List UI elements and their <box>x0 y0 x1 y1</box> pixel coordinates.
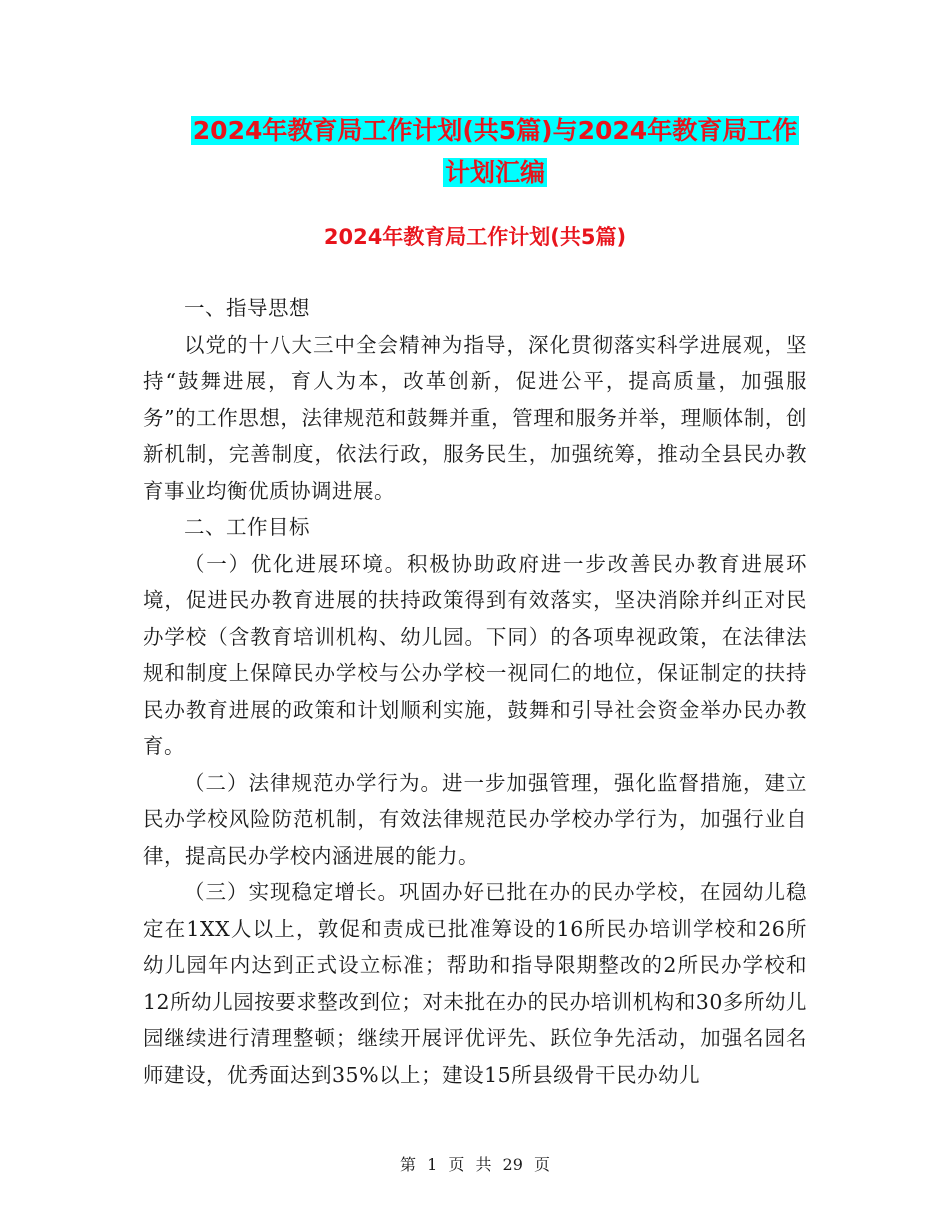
heading-guiding-ideology: 一、指导思想 <box>184 296 310 320</box>
paragraph: （一）优化进展环境。积极协助政府进一步改善民办教育进展环境，促进民办教育进展的扶持政策得到有效落实，坚决消除并纠正对民办学校（含教育培训机构、幼儿园。下同）的各项卑视政策，在法律法规和制度上保障民办学校与公办学校一视同仁的地位，保证制定的扶持民办教育进展的政策和计划顺利实施，鼓舞和引导社会资金举办民办教育。 <box>143 551 807 758</box>
document-title <box>140 110 850 194</box>
paragraph: 以党的十八大三中全会精神为指导，深化贯彻落实科学进展观，坚持“鼓舞进展，育人为本，改革创新，促进公平，提高质量，加强服务”的工作思想，法律规范和鼓舞并重，管理和服务并举，理顺体制，创新机制，完善制度，依法行政，服务民生，加强统筹，推动全县民办教育事业均衡优质协调进展。 <box>143 332 807 503</box>
paragraph: （三）实现稳定增长。巩固办好已批在办的民办学校，在园幼儿稳定在1XX人以上，敦促和责成已批准筹设的16所民办培训学校和26所幼儿园年内达到正式设立标准；帮助和指导限期整改的2所民办学校和12所幼儿园按要求整改到位；对未批在办的民办培训机构和30多所幼儿园继续进行清理整顿；继续开展评优评先、跃位争先活动，加强名园名师建设，优秀面达到35%以上；建设15所县级骨干民办幼儿 <box>143 880 807 1087</box>
title-line-2: 计划汇编 <box>444 158 545 187</box>
page-footer: 第 1 页 共 29 页 <box>400 1155 550 1174</box>
document-body <box>143 290 807 1093</box>
heading-work-goals: 二、工作目标 <box>184 515 310 539</box>
section-title: 2024年教育局工作计划(共5篇) <box>323 225 627 249</box>
title-line-1: 2024年教育局工作计划(共5篇)与2024年教育局工作 <box>192 116 798 145</box>
paragraph: （二）法律规范办学行为。进一步加强管理，强化监督措施，建立民办学校风险防范机制，有效法律规范民办学校办学行为，加强行业自律，提高民办学校内涵进展的能力。 <box>143 770 807 868</box>
